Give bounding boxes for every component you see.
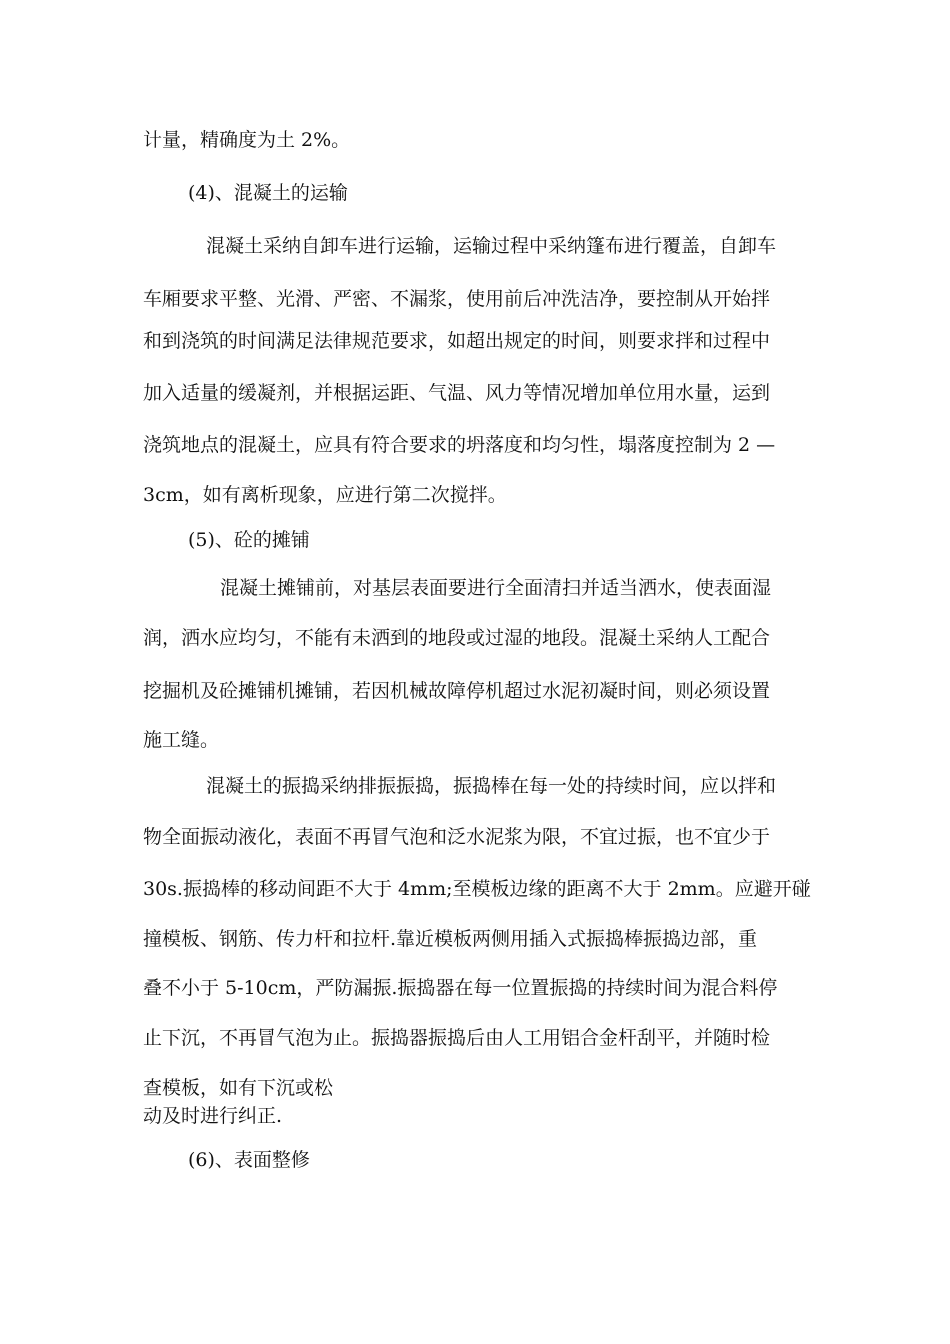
text-line: 止下沉，不再冒气泡为止。振捣器振捣后由人工用铝合金杆刮平，并随时检: [143, 1027, 771, 1049]
text-line: 计量，精确度为土 2%。: [143, 129, 351, 151]
section-heading-6: (6)、表面整修: [188, 1149, 310, 1171]
text-line: 混凝土摊铺前，对基层表面要进行全面清扫并适当洒水，使表面湿: [220, 577, 772, 599]
section-heading-4: (4)、混凝土的运输: [188, 182, 348, 204]
text-line: 查模板，如有下沉或松: [143, 1077, 334, 1099]
text-line: 加入适量的缓凝剂，并根据运距、气温、风力等情况增加单位用水量，运到: [143, 382, 771, 404]
text-line: 和到浇筑的时间满足法律规范要求，如超出规定的时间，则要求拌和过程中: [143, 330, 771, 352]
text-line: 浇筑地点的混凝土，应具有符合要求的坍落度和均匀性，塌落度控制为 2 —: [143, 434, 776, 456]
text-line: 动及时进行纠正.: [143, 1105, 283, 1127]
text-line: 3cm，如有离析现象，应进行第二次搅拌。: [143, 484, 507, 506]
text-line: 撞模板、钢筋、传力杆和拉杆.靠近模板两侧用插入式振捣棒振捣边部，重: [143, 928, 758, 950]
text-line: 施工缝。: [143, 729, 220, 751]
text-line: 混凝土采纳自卸车进行运输，运输过程中采纳篷布进行覆盖，自卸车: [206, 235, 777, 257]
text-line: 混凝土的振捣采纳排振振捣，振捣棒在每一处的持续时间，应以拌和: [206, 775, 777, 797]
text-line: 叠不小于 5-10cm，严防漏振.振捣器在每一位置振捣的持续时间为混合料停: [143, 977, 778, 999]
text-line: 润，洒水应均匀，不能有未洒到的地段或过湿的地段。混凝土采纳人工配合: [143, 627, 771, 649]
text-line: 挖掘机及砼摊铺机摊铺，若因机械故障停机超过水泥初凝时间，则必须设置: [143, 680, 771, 702]
text-line: 车厢要求平整、光滑、严密、不漏浆，使用前后冲洗洁净，要控制从开始拌: [143, 288, 771, 310]
text-line: 物全面振动液化，表面不再冒气泡和泛水泥浆为限，不宜过振，也不宜少于: [143, 826, 771, 848]
text-line: 30s.振捣棒的移动间距不大于 4mm;至模板边缘的距离不大于 2mm。应避开碰: [143, 878, 811, 900]
section-heading-5: (5)、砼的摊铺: [188, 529, 310, 551]
